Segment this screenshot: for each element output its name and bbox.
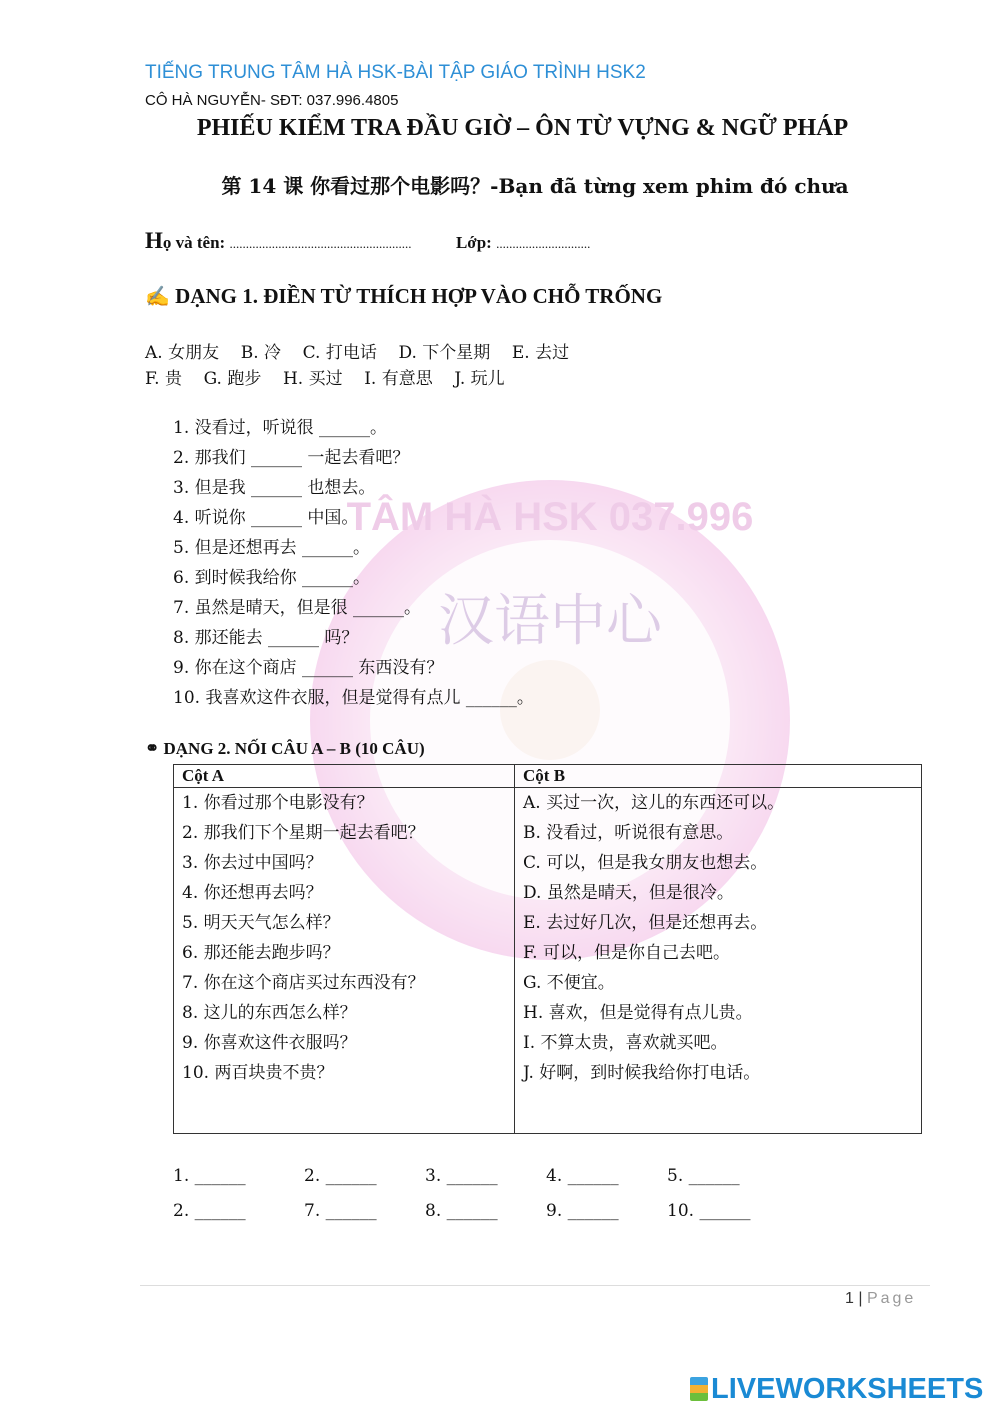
col-a-item: 10. 两百块贵不贵？ <box>182 1063 334 1083</box>
name-field[interactable]: ........................................................ <box>229 236 412 251</box>
page-title: PHIẾU KIỂM TRA ĐẦU GIỜ – ÔN TỪ VỰNG & NGỮ PHÁP <box>196 115 849 141</box>
brand-name: LIVEWORKSHEETS <box>711 1373 984 1405</box>
fill-question[interactable]: 8. 那还能去 ______ 吗？ <box>173 628 359 648</box>
teacher-contact: CÔ HÀ NGUYỄN- SĐT: 037.996.4805 <box>145 92 399 109</box>
word-options-line-1: A. 女朋友 B. 冷 C. 打电话 D. 下个星期 E. 去过 <box>145 343 570 363</box>
page-label: Page <box>866 1290 917 1307</box>
answer-blank[interactable]: 1. ______ <box>173 1166 246 1186</box>
col-b-item: C. 可以，但是我女朋友也想去。 <box>523 853 768 873</box>
word-options-line-2: F. 贵 G. 跑步 H. 买过 I. 有意思 J. 玩儿 <box>145 369 505 389</box>
col-b-cell <box>515 788 922 1134</box>
fill-question[interactable]: 3. 但是我 ______ 也想去。 <box>173 478 376 498</box>
answer-blank[interactable]: 2. ______ <box>304 1166 377 1186</box>
class-field[interactable]: ............................. <box>496 236 591 251</box>
page-number <box>845 1290 916 1308</box>
footer-divider <box>140 1285 930 1286</box>
col-b-item: I. 不算太贵，喜欢就买吧。 <box>523 1033 728 1053</box>
fill-question[interactable]: 10. 我喜欢这件衣服，但是觉得有点儿 ______。 <box>173 688 534 708</box>
lesson-title: 第 14 课 你看过那个电影吗？-Bạn đã từng xem phim đó chưa <box>221 174 849 198</box>
liveworksheets-icon <box>690 1377 708 1401</box>
fill-question[interactable]: 9. 你在这个商店 ______ 东西没有？ <box>173 658 444 678</box>
answer-blank[interactable]: 2. ______ <box>173 1201 246 1221</box>
col-a-item: 6. 那还能去跑步吗？ <box>182 943 340 963</box>
col-a-item: 5. 明天天气怎么样？ <box>182 913 340 933</box>
col-b-item: D. 虽然是晴天，但是很冷。 <box>523 883 734 903</box>
answer-blank[interactable]: 7. ______ <box>304 1201 377 1221</box>
col-a-item: 2. 那我们下个星期一起去看吧？ <box>182 823 425 843</box>
page-separator: | <box>853 1290 867 1307</box>
matching-table <box>173 764 922 1134</box>
link-icon: ⚭ <box>145 739 160 758</box>
section1-title: DẠNG 1. ĐIỀN TỪ THÍCH HỢP VÀO CHỖ TRỐNG <box>175 284 663 308</box>
col-b-item: H. 喜欢，但是觉得有点儿贵。 <box>523 1003 753 1023</box>
col-a-item: 3. 你去过中国吗？ <box>182 853 323 873</box>
answer-blank[interactable]: 8. ______ <box>425 1201 498 1221</box>
col-a-cell <box>174 788 515 1134</box>
col-b-item: B. 没看过，听说很有意思。 <box>523 823 734 843</box>
class-label: Lớp: <box>455 233 492 252</box>
answer-blank[interactable]: 9. ______ <box>546 1201 619 1221</box>
section2-heading <box>145 739 425 759</box>
answer-blank[interactable]: 10. ______ <box>667 1201 751 1221</box>
col-a-header: Cột A <box>174 765 515 788</box>
name-label: ọ và tên: <box>162 233 226 252</box>
answer-blank[interactable]: 4. ______ <box>546 1166 619 1186</box>
col-b-item: E. 去过好几次，但是还想再去。 <box>523 913 768 933</box>
watermark-center-text: 汉语中心 <box>438 589 662 654</box>
section1-heading <box>145 284 662 309</box>
student-info-row <box>145 228 590 254</box>
answer-blank[interactable]: 5. ______ <box>667 1166 740 1186</box>
col-b-header: Cột B <box>515 765 922 788</box>
fill-question[interactable]: 2. 那我们 ______ 一起去看吧？ <box>173 448 410 468</box>
col-b-item: A. 买过一次，这儿的东西还可以。 <box>523 793 785 813</box>
col-a-item: 7. 你在这个商店买过东西没有？ <box>182 973 425 993</box>
fill-question[interactable]: 4. 听说你 ______ 中国。 <box>173 508 359 528</box>
name-label-initial: H <box>145 228 163 253</box>
fill-question[interactable]: 6. 到时候我给你 ______。 <box>173 568 371 588</box>
col-b-item: F. 可以，但是你自己去吧。 <box>523 943 730 963</box>
writing-hand-icon: ✍ <box>145 286 170 308</box>
fill-question[interactable]: 1. 没看过，听说很 ______。 <box>173 418 388 438</box>
page-number-value: 1 <box>845 1290 854 1307</box>
col-a-item: 1. 你看过那个电影没有？ <box>182 793 374 813</box>
fill-question[interactable]: 7. 虽然是晴天，但是很 ______。 <box>173 598 422 618</box>
school-header: TIẾNG TRUNG TÂM HÀ HSK-BÀI TẬP GIÁO TRÌNH HSK2 <box>145 62 646 83</box>
liveworksheets-logo <box>690 1373 983 1406</box>
col-b-item: J. 好啊，到时候我给你打电话。 <box>523 1063 761 1083</box>
answer-blank[interactable]: 3. ______ <box>425 1166 498 1186</box>
fill-question[interactable]: 5. 但是还想再去 ______。 <box>173 538 371 558</box>
col-b-item: G. 不便宜。 <box>523 973 615 993</box>
watermark-arc-text: TÂM HÀ HSK 037.996 <box>346 495 754 539</box>
col-a-item: 9. 你喜欢这件衣服吗？ <box>182 1033 357 1053</box>
col-a-item: 8. 这儿的东西怎么样？ <box>182 1003 357 1023</box>
section2-title: DẠNG 2. NỐI CÂU A – B (10 CÂU) <box>163 739 425 758</box>
col-a-item: 4. 你还想再去吗？ <box>182 883 323 903</box>
